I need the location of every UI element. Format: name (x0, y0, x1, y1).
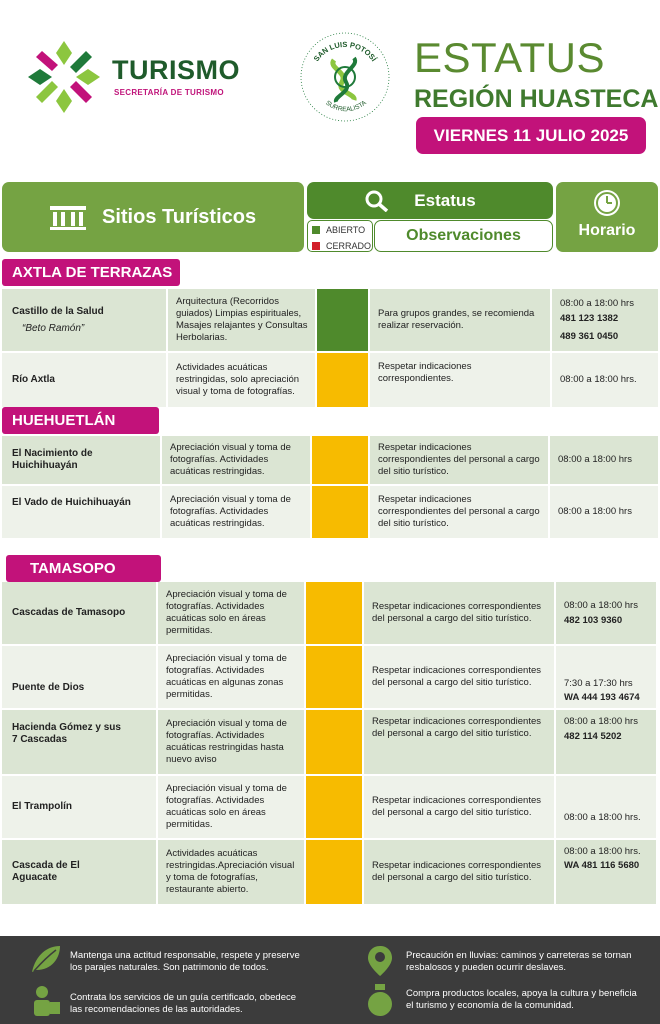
phone-number: WA 444 193 4674 (564, 692, 640, 703)
svg-text:SAN LUIS POTOSÍ: SAN LUIS POTOSÍ (311, 39, 379, 64)
building-icon (48, 202, 88, 232)
hours-text: 08:00 a 18:00 hrs. (560, 374, 637, 385)
site-observations: Respetar indicaciones correspondientes del personal a cargo del sitio turístico. (364, 582, 554, 644)
status-indicator-caution (306, 710, 362, 774)
legend-closed-label: CERRADO (326, 241, 372, 251)
site-name-text: Cascadas de Tamasopo (12, 607, 126, 618)
legend-open-label: ABIERTO (326, 225, 366, 235)
site-name (2, 582, 156, 644)
logo-word: TURISMO (112, 55, 240, 85)
tip-respect-nature: Mantenga una actitud responsable, respete y preserve los parajes naturales. Son patrimonio de todos. (70, 950, 300, 973)
hours-text: 08:00 a 18:00 hrs (558, 506, 632, 517)
turismo-logo (22, 35, 262, 125)
logo-subtitle: SECRETARÍA DE TURISMO (114, 88, 224, 97)
site-observations: Respetar indicaciones correspondientes del personal a cargo del sitio turístico. (364, 840, 554, 904)
region-label-axtla: AXTLA DE TERRAZAS (2, 259, 180, 286)
site-hours (552, 353, 658, 407)
site-name (2, 646, 156, 708)
date-badge: VIERNES 11 JULIO 2025 (416, 117, 646, 154)
site-hours (556, 840, 656, 904)
pottery-icon (366, 982, 394, 1018)
site-name (2, 776, 156, 838)
status-indicator-caution (306, 582, 362, 644)
site-hours (556, 710, 656, 774)
site-name (2, 353, 166, 407)
site-hours (550, 486, 658, 538)
site-observations: Respetar indicaciones correspondientes del personal a cargo del sitio turístico. (364, 646, 554, 708)
guide-icon (32, 984, 62, 1018)
hours-text: 08:00 a 18:00 hrs (564, 599, 638, 611)
phone-number: 481 123 1382 (560, 312, 619, 324)
status-indicator-caution (317, 353, 368, 407)
region-title: REGIÓN HUASTECA (414, 85, 659, 113)
site-activities: Apreciación visual y toma de fotografías. Actividades acuáticas solo en áreas permitidas. (158, 582, 304, 644)
site-name-text: Hacienda Gómez y sus 7 Cascadas (12, 722, 121, 745)
site-name-text: Cascada de El Aguacate (12, 860, 80, 883)
phone-number: 489 361 0450 (560, 330, 619, 342)
hours-text: 08:00 a 18:00 hrs (558, 454, 632, 465)
site-name (2, 840, 156, 904)
column-label-sitios: Sitios Turísticos (102, 205, 257, 228)
turismo-star-icon (22, 35, 106, 119)
search-icon (365, 190, 389, 212)
site-activities: Apreciación visual y toma de fotografías. Actividades acuáticas restringidas. (162, 436, 310, 484)
site-name-text: Río Axtla (12, 374, 55, 385)
site-observations: Respetar indicaciones correspondientes. (370, 353, 550, 407)
site-name-text: Puente de Dios (12, 682, 85, 693)
footer-tips (0, 936, 660, 1024)
legend-open-swatch (312, 226, 320, 234)
region-label-huehuetlan: HUEHUETLÁN (2, 407, 159, 434)
column-header-horario (556, 182, 658, 252)
site-activities: Actividades acuáticas restringidas, solo apreciación visual y toma de fotografías. (168, 353, 315, 407)
phone-number: 482 114 5202 (564, 731, 622, 742)
hours-text: 08:00 a 18:00 hrs (560, 297, 634, 309)
legend-closed-swatch (312, 242, 320, 250)
hours-text: 08:00 a 18:00 hrs. (564, 846, 641, 857)
svg-text:SURREALISTA: SURREALISTA (324, 99, 368, 114)
site-activities: Apreciación visual y toma de fotografías. Actividades acuáticas restringidas. (162, 486, 310, 538)
status-indicator-caution (306, 646, 362, 708)
site-name-text: El Nacimiento de Huichihuayán (12, 448, 93, 471)
site-hours (552, 289, 658, 351)
site-name (2, 486, 160, 538)
site-activities: Arquitectura (Recorridos guiados) Limpias espirituales, Masajes relajantes y Consultas Herbolarias. (168, 289, 315, 351)
site-hours (550, 436, 658, 484)
site-hours (556, 582, 656, 644)
site-observations: Respetar indicaciones correspondientes del personal a cargo del sitio turístico. (370, 486, 548, 538)
site-activities: Apreciación visual y toma de fotografías. Actividades acuáticas en algunas zonas permitidas. (158, 646, 304, 708)
site-name-text: El Trampolín (12, 801, 73, 812)
page-title: ESTATUS (414, 34, 605, 81)
column-header-observaciones: Observaciones (374, 220, 553, 252)
column-header-estatus (307, 182, 553, 219)
site-name (2, 710, 156, 774)
status-legend (307, 220, 373, 252)
san-luis-potosi-seal (298, 30, 392, 124)
site-hours (556, 776, 656, 838)
hours-text: 08:00 a 18:00 hrs. (564, 812, 641, 823)
site-observations: Respetar indicaciones correspondientes del personal a cargo del sitio turístico. (370, 436, 548, 484)
phone-number: WA 481 116 5680 (564, 860, 640, 871)
site-name-text: El Vado de Huichihuayán (12, 497, 131, 508)
rain-caution-icon (366, 944, 394, 978)
site-activities: Actividades acuáticas restringidas.Apreciación visual y toma de fotografías, restaurante abierto. (158, 840, 304, 904)
status-indicator-caution (312, 486, 368, 538)
header (0, 0, 660, 170)
site-observations: Respetar indicaciones correspondientes del personal a cargo del sitio turístico. (364, 776, 554, 838)
column-header-sitios (2, 182, 304, 252)
region-label-tamasopo: TAMASOPO (6, 555, 161, 582)
tip-certified-guide: Contrata los servicios de un guía certificado, obedece las recomendaciones de las autoridades. (70, 992, 297, 1015)
column-label-estatus: Estatus (414, 190, 476, 210)
tip-buy-local: Compra productos locales, apoya la cultura y beneficia el turismo y economía de la comunidad. (406, 988, 637, 1011)
leaf-icon (30, 944, 62, 974)
status-indicator-caution (306, 840, 362, 904)
site-observations: Para grupos grandes, se recomienda realizar reservación. (370, 289, 550, 351)
site-subname: “Beto Ramón” (22, 322, 85, 334)
status-indicator-caution (306, 776, 362, 838)
status-indicator-caution (312, 436, 368, 484)
clock-icon (592, 188, 622, 218)
site-activities: Apreciación visual y toma de fotografías. Actividades acuáticas restringidas hasta nuevo aviso (158, 710, 304, 774)
hours-text: 7:30 a 17:30 hrs (564, 678, 633, 689)
hours-text: 08:00 a 18:00 hrs (564, 716, 638, 727)
site-activities: Apreciación visual y toma de fotografías. Actividades acuáticas solo en áreas permitidas. (158, 776, 304, 838)
tip-rain-caution: Precaución en lluvias: caminos y carreteras se tornan resbalosos y pueden ocurrir deslaves. (406, 950, 632, 973)
phone-number: 482 103 9360 (564, 614, 623, 626)
site-observations: Respetar indicaciones correspondientes del personal a cargo del sitio turístico. (364, 710, 554, 774)
status-indicator-open (317, 289, 368, 351)
site-name-text: Castillo de la Salud (12, 305, 104, 317)
site-hours (556, 646, 656, 708)
site-name (2, 289, 166, 351)
site-name (2, 436, 160, 484)
column-label-horario: Horario (578, 222, 636, 239)
